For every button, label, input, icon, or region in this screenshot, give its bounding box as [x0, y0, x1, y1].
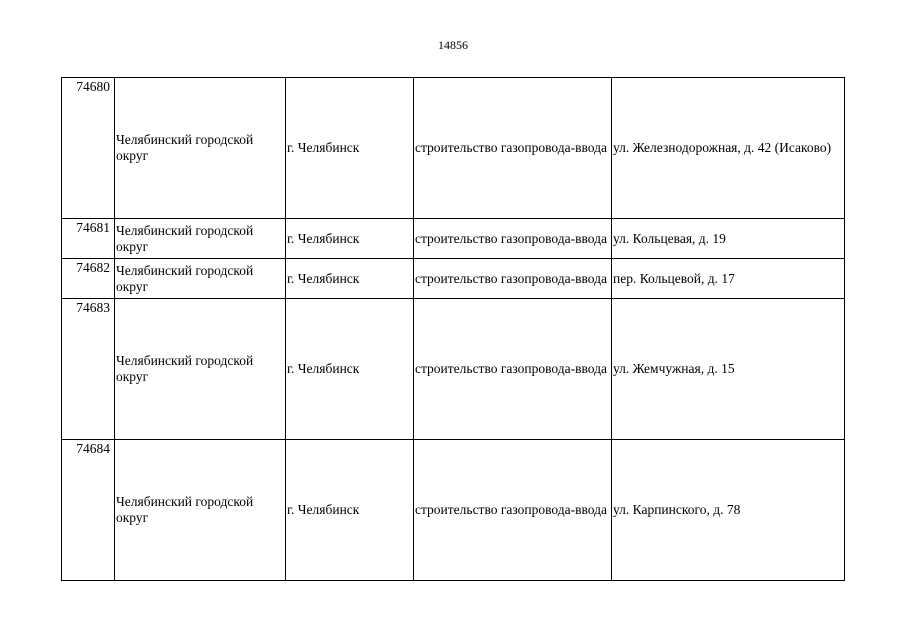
address-cell: ул. Железнодорожная, д. 42 (Исаково): [612, 78, 845, 219]
table-row: [62, 219, 845, 259]
address-cell: ул. Карпинского, д. 78: [612, 440, 845, 581]
district-cell: Челябинский городской округ: [115, 78, 286, 219]
district-cell: Челябинский городской округ: [115, 219, 286, 259]
page-number: 14856: [438, 38, 468, 52]
city-cell: г. Челябинск: [286, 440, 414, 581]
row-number: 74680: [62, 78, 115, 219]
table-row: [62, 440, 845, 581]
registry-table: [61, 77, 845, 581]
work-cell: строительство газопровода-ввода: [414, 440, 612, 581]
work-cell: строительство газопровода-ввода: [414, 78, 612, 219]
city-cell: г. Челябинск: [286, 259, 414, 299]
table-row: [62, 259, 845, 299]
district-cell: Челябинский городской округ: [115, 440, 286, 581]
table-row: [62, 299, 845, 440]
row-number: 74682: [62, 259, 115, 299]
row-number: 74683: [62, 299, 115, 440]
district-cell: Челябинский городской округ: [115, 259, 286, 299]
row-number: 74681: [62, 219, 115, 259]
address-cell: ул. Кольцевая, д. 19: [612, 219, 845, 259]
address-cell: пер. Кольцевой, д. 17: [612, 259, 845, 299]
work-cell: строительство газопровода-ввода: [414, 219, 612, 259]
table-row: [62, 78, 845, 219]
district-cell: Челябинский городской округ: [115, 299, 286, 440]
row-number: 74684: [62, 440, 115, 581]
city-cell: г. Челябинск: [286, 219, 414, 259]
city-cell: г. Челябинск: [286, 299, 414, 440]
city-cell: г. Челябинск: [286, 78, 414, 219]
work-cell: строительство газопровода-ввода: [414, 259, 612, 299]
address-cell: ул. Жемчужная, д. 15: [612, 299, 845, 440]
work-cell: строительство газопровода-ввода: [414, 299, 612, 440]
